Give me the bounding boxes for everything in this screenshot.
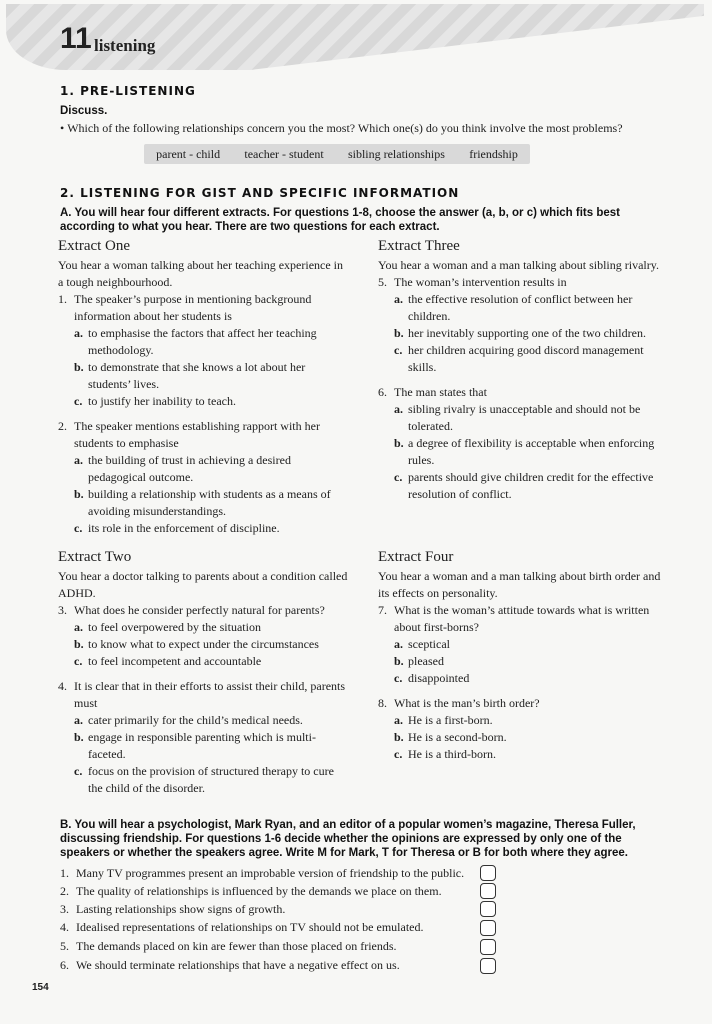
extract-title: Extract Two (58, 549, 132, 565)
answer-box[interactable] (480, 901, 496, 917)
extract-intro: You hear a woman talking about her teaching experience in a tough neighbourhood. (58, 258, 344, 289)
unit-title: listening (94, 36, 156, 55)
extract-intro: You hear a woman and a man talking about sibling rivalry. (378, 258, 659, 272)
question: 5. The woman’s intervention results in (378, 275, 567, 289)
statement: 6. We should terminate relationships that have a negative effect on us. (60, 958, 400, 972)
instruction-a: A. You will hear four different extracts. For questions 1-8, choose the answer (a, b, or c) which fits best according to what you hear. There are two questions for each extract. (60, 207, 620, 233)
unit-number: 11 (60, 22, 92, 55)
option: a. sceptical (394, 637, 450, 651)
extract-four (378, 549, 668, 763)
bullet-text: Which of the following relationships concern you the most? Which one(s) do you think involve the most problems? (67, 121, 623, 135)
option: c. its role in the enforcement of discipline. (74, 521, 280, 535)
topic-item: teacher - student (244, 146, 324, 161)
answer-box[interactable] (480, 865, 496, 881)
extract-title: Extract Four (378, 549, 454, 565)
option: a. to feel overpowered by the situation (74, 620, 261, 634)
page-number: 154 (32, 982, 49, 993)
question: 2. The speaker mentions establishing rapport with her students to emphasise (58, 419, 320, 450)
option: a. cater primarily for the child’s medical needs. (74, 713, 303, 727)
statement: 1. Many TV programmes present an improbable version of friendship to the public. (60, 866, 465, 880)
pre-listening-title: 1. PRE-LISTENING (60, 84, 196, 98)
discuss-bullet (60, 120, 660, 137)
question: 1. The speaker’s purpose in mentioning background information about her students is (58, 292, 312, 323)
extract-intro: You hear a woman and a man talking about birth order and its effects on personality. (378, 569, 661, 600)
topic-item: parent - child (156, 146, 221, 161)
question: 7. What is the woman’s attitude towards what is written about first-borns? (378, 603, 650, 634)
extract-two (58, 549, 348, 797)
topic-item: friendship (469, 146, 518, 161)
statement: 3. Lasting relationships show signs of growth. (60, 902, 286, 916)
question: 8. What is the man’s birth order? (378, 696, 540, 710)
option: a. to emphasise the factors that affect her teaching methodology. (74, 326, 317, 357)
option: a. the building of trust in achieving a desired pedagogical outcome. (74, 453, 291, 484)
option: c. focus on the provision of structured therapy to cure the child of the disorder. (74, 764, 334, 795)
section2-title: 2. LISTENING FOR GIST AND SPECIFIC INFORMATION (60, 186, 460, 200)
topic-item: sibling relationships (347, 146, 445, 161)
question: 3. What does he consider perfectly natural for parents? (58, 603, 325, 617)
option: b. engage in responsible parenting which is multi-faceted. (74, 730, 316, 761)
extract-intro: You hear a doctor talking to parents about a condition called ADHD. (58, 569, 348, 600)
option: a. He is a first-born. (394, 713, 493, 727)
question: 4. It is clear that in their efforts to assist their child, parents must (58, 679, 346, 710)
answer-box[interactable] (480, 939, 496, 955)
option: b. pleased (394, 654, 444, 668)
answer-box[interactable] (480, 883, 496, 899)
extract-title: Extract Three (378, 238, 460, 254)
statement: 5. The demands placed on kin are fewer than those placed on friends. (60, 939, 397, 953)
option: b. He is a second-born. (394, 730, 507, 744)
option: b. a degree of flexibility is acceptable when enforcing rules. (394, 436, 655, 467)
statement: 4. Idealised representations of relationships on TV should not be emulated. (60, 920, 424, 934)
extract-title: Extract One (58, 238, 131, 254)
option: c. disappointed (394, 671, 470, 685)
answer-box[interactable] (480, 920, 496, 936)
option: c. to feel incompetent and accountable (74, 654, 262, 668)
option: b. building a relationship with students as a means of avoiding misunderstandings. (74, 487, 331, 518)
statement: 2. The quality of relationships is influenced by the demands we place on them. (60, 884, 442, 898)
option: b. her inevitably supporting one of the two children. (394, 326, 646, 340)
option: a. the effective resolution of conflict between her children. (394, 292, 633, 323)
bullet-icon: • (60, 121, 68, 135)
option: a. sibling rivalry is unacceptable and should not be tolerated. (394, 402, 641, 433)
option: b. to know what to expect under the circumstances (74, 637, 319, 651)
option: b. to demonstrate that she knows a lot about her students’ lives. (74, 360, 306, 391)
discuss-label: Discuss. (60, 105, 108, 117)
instruction-b: B. You will hear a psychologist, Mark Ryan, and an editor of a popular women’s magazine, Theresa Fuller, discussing friendship. For questions 1-6 decide whether the opinions are expressed by only one of the speakers or whether the speakers agree. Write M for Mark, T for Theresa or B for both where they agree. (60, 819, 636, 859)
extract-one (58, 238, 348, 537)
option: c. her children acquiring good discord management skills. (394, 343, 644, 374)
option: c. parents should give children credit for the effective resolution of conflict. (394, 470, 654, 501)
option: c. to justify her inability to teach. (74, 394, 236, 408)
answer-box[interactable] (480, 958, 496, 974)
option: c. He is a third-born. (394, 747, 496, 761)
extract-three (378, 238, 668, 503)
question: 6. The man states that (378, 385, 487, 399)
topic-word-box (144, 144, 530, 164)
